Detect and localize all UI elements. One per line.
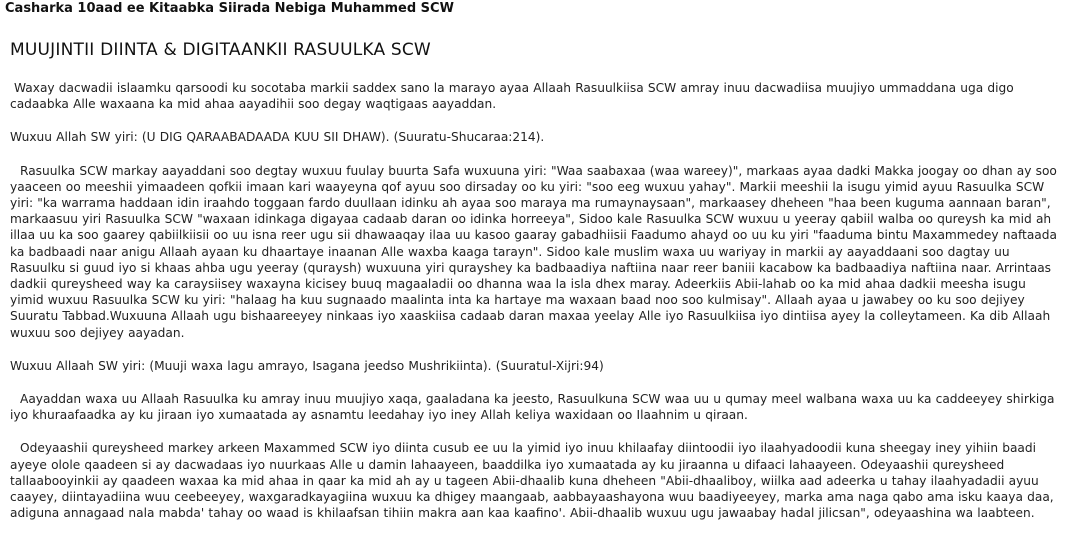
- paragraph-safa-story: Rasuulka SCW markay aayaddani soo degtay wuxuu fuulay buurta Safa wuxuuna yiri: "Waa saabaxaa (waa wareey)", markaas ayaa dadki Makka joogay oo dhan ay soo yaaceen oo meeshii yimaadeen qofkii imaan kari waayeyna qof ayuu soo dirsaday oo ku yiri: "soo eeg wuxuu yahay". Markii meeshii la isugu yimid ayuu Rasuulka SCW yiri: "ka warrama haddaan idin iraahdo toggaan fardo duullaan idinku ah ayaa soo maraya ma rumaynaysaan", markaasey dheheen "haa been kuguma aannaan baran", markaasuu yiri Rasuulka SCW "waxaan idinkaga digayaa cadaab daran oo idinka horreeya", Sidoo kale Rasuulka SCW wuxuu u yeeray qabiil walba oo qureysh ka mid ah illaa uu ka soo gaarey qabiilkiisii oo uu isna reer ugu sii dhawaaqay ilaa uu kasoo gaaray gabadhiisii Faadumo ahayd oo uu ku yiri "faaduma bintu Maxammedey naftaada ka badbaadi naar anigu Allaah ayaan ku dhaartaye inaanan Alle waxba kaaga tarayn". Sidoo kale muslim waxa uu wariyay in markii ay aayaddaani soo dagtay uu Rasuulku si guud iyo si khaas ahba ugu yeeray (quraysh) wuxuuna yiri qurayshey ka badbaadiya naftiina naar reer baniii kacabow ka badbaadiya naftiina naar. Arrintaas dadkii qureysheed way ka caraysiisey waxayna kicisey buuq magaaladii oo dhanna waa la isla dhex maray. Adeerkiis Abii-lahab oo ka mid ahaa dadkii meesha isugu yimid wuxuu Rasuulka SCW ku yiri: "halaag ha kuu sugnaado maalinta inta ka hartaye ma waxaan baad noo soo kulmisay". Allaah ayaa u jawabey oo ku soo dejiyey Suuratu Tabbad.Wuxuuna Allaah ugu bishaareeyey ninkaas iyo xaaskiisa cadaab daran maxaa yeelay Alle iyo Rasuulkiisa iyo dintiisa ayey la colleytameen. Ka dib Allaah wuxuu soo dejiyey aayadan.: [10, 163, 1057, 340]
- paragraph-intro: Waxay dacwadii islaamku qarsoodi ku socotaba markii saddex sano la marayo ayaa Allaah Rasuulkiisa SCW amray inuu dacwadiisa muujiyo ummaddana uga digo cadaabka Alle waxaana ka mid ahaa aayadihii soo degay waqtigaas aayaddan.: [10, 81, 1014, 112]
- document-title: Casharka 10aad ee Kitaabka Siirada Nebiga Muhammed SCW: [5, 1, 454, 16]
- paragraph-verse-xijri: Wuxuu Allaah SW yiri: (Muuji waxa lagu amrayo, Isagana jeedso Mushrikiinta). (Suuratul-Xijri:94): [10, 358, 604, 373]
- paragraph-command-explained: Aayaddan waxa uu Allaah Rasuulka ku amray inuu muujiyo xaqa, gaaladana ka jeesto, Rasuulkuna SCW waa uu u qumay meel walbana waxa uu ka caddeeyey shirkiga iyo khuraafaadka ay ku jiraan iyo xumaatada ay asnamtu leedahay iyo iney Allah keliya waxidaan oo Ilaahnim u qiraan.: [10, 392, 1055, 423]
- article-body: [10, 80, 1062, 538]
- section-heading: MUUJINTII DIINTA & DIGITAANKII RASUULKA SCW: [10, 40, 431, 60]
- paragraph-verse-shucaraa: Wuxuu Allah SW yiri: (U DIG QARAABADAADA KUU SII DHAW). (Suuratu-Shucaraa:214).: [10, 130, 545, 145]
- paragraph-quraysh-leaders: Odeyaashii qureysheed markey arkeen Maxammed SCW iyo diinta cusub ee uu la yimid iyo inuu khilaafay diintoodii iyo ilaahyadoodii kuna sheegay iney yihiin baadi ayeye olole qaadeen si ay dacwadaas iyo nuurkaas Alle u damin lahaayeen, baaddilka iyo xumaatada ay ku jiraanna u difaaci lahaayeen. Odeyaashii qureysheed tallaabooyinkii ay qaadeen waxaa ka mid ahaa in qaar ka mid ah ay u tageen Abii-dhaalib kuna dheheen "Abii-dhaaliboy, wiilka aad adeerka u tahay ilaahyadadii ayuu caayey, diintayadiina wuu ceebeeyey, waxgaradkayagiina wuxuu ka dhigey maangaab, aabbayaashayona wuu baadiyeeyey, marka ama naga qabo ama isku kaaya daa, adiguna annagaad nala mabda' tahay oo waad is khilaafsan tihiin makra aan kaa kaafino'. Abii-dhaalib wuxuu ugu jawaabay hadal jilicsan", odeyaashina wa laabteen.: [10, 441, 1054, 521]
